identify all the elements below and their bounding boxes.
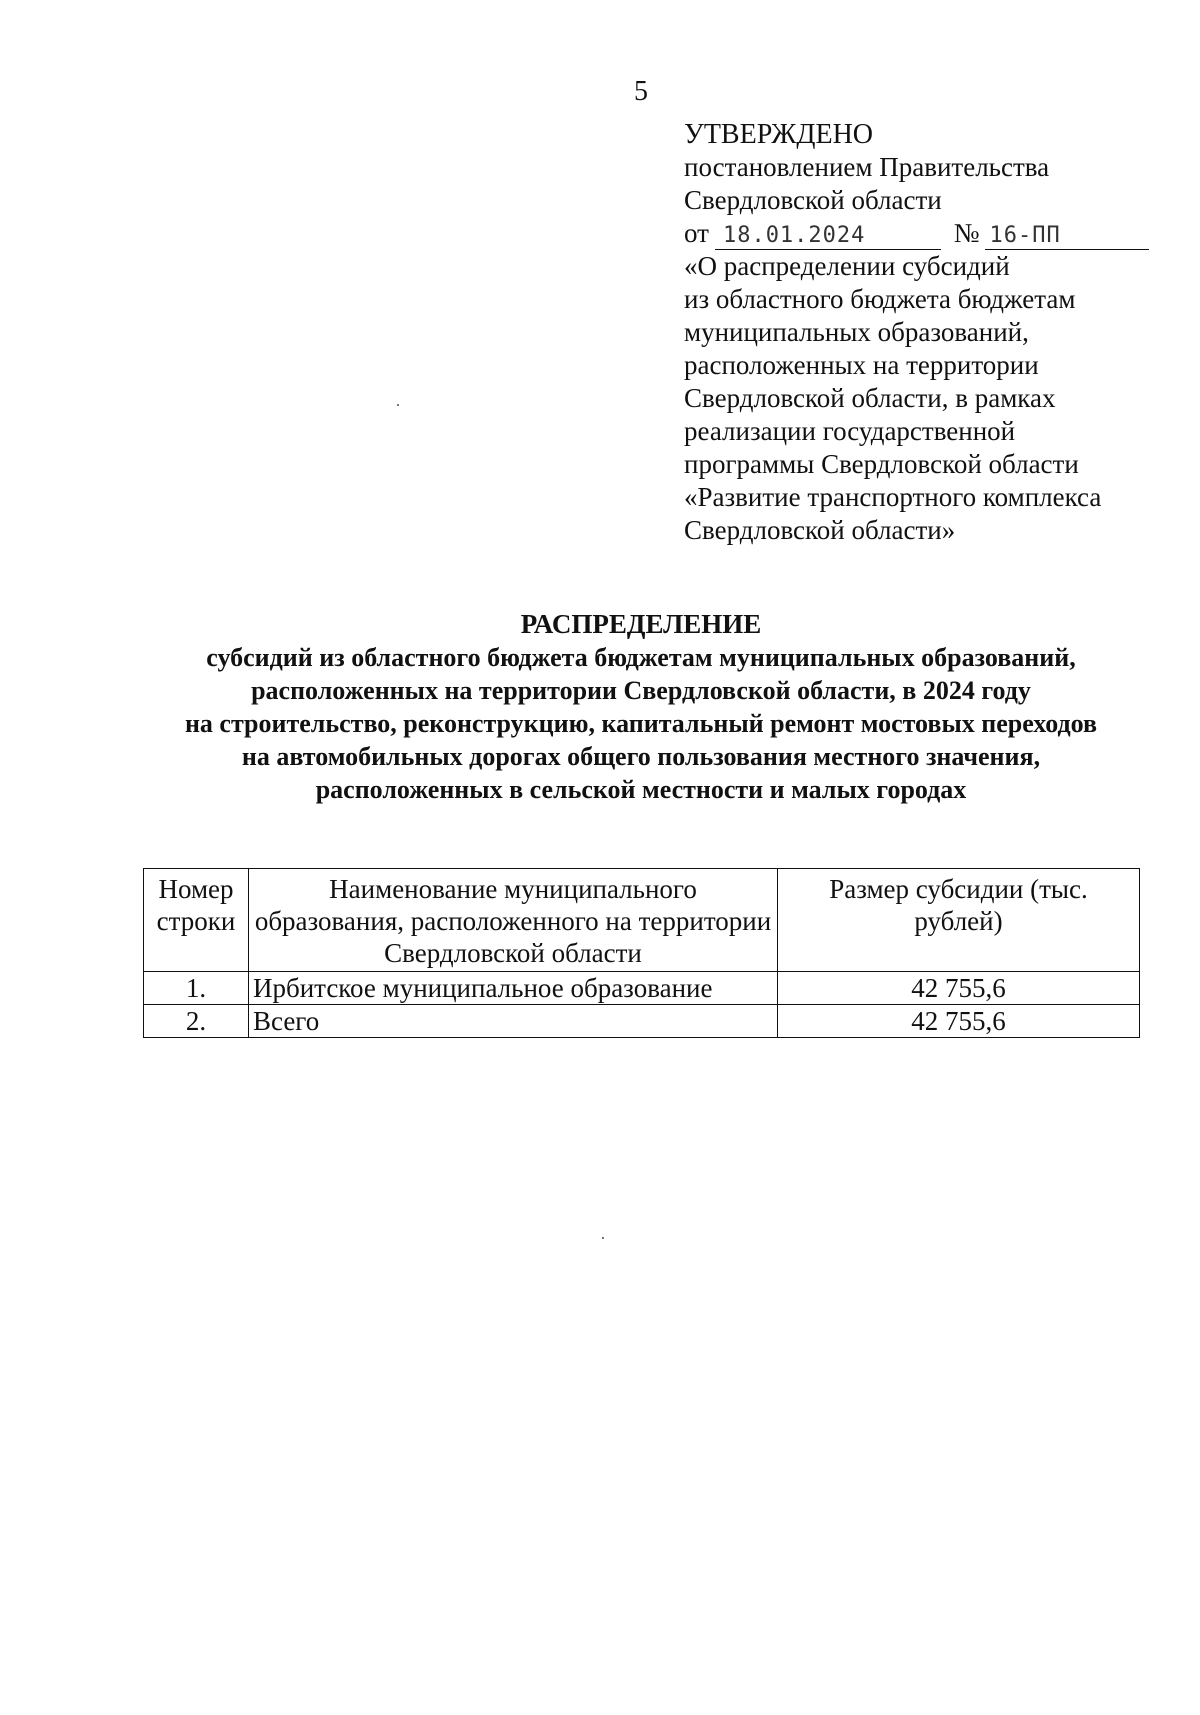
number-sign: № (953, 218, 980, 248)
table-header-row (144, 869, 1140, 972)
approval-line: «О распределении субсидий (684, 251, 1010, 281)
approval-line: «Развитие транспортного комплекса (684, 482, 1102, 512)
table-row (144, 1005, 1140, 1038)
total-label-cell: Всего (249, 1005, 778, 1038)
approval-line: постановлением Правительства (684, 152, 1050, 182)
document-subtitle-line: на строительство, реконструкцию, капитальный ремонт мостовых переходов (184, 709, 1098, 738)
document-subtitle-line: субсидий из областного бюджета бюджетам муниципальных образований, (206, 643, 1076, 672)
header-municipality: Наименование муниципального образования, расположенного на территории Свердловской области (249, 869, 778, 972)
total-amount-cell: 42 755,6 (778, 1005, 1140, 1038)
approval-line: расположенных на территории (684, 350, 1039, 380)
resolution-number: 16-ПП (985, 220, 1149, 250)
scan-speck (602, 1237, 604, 1239)
distribution-table (143, 868, 1140, 1038)
document-subtitle-line: на автомобильных дорогах общего пользования местного значения, (241, 742, 1041, 771)
document-heading (120, 608, 1162, 806)
approval-heading: УТВЕРЖДЕНО (684, 119, 874, 150)
approval-line: реализации государственной (684, 416, 1016, 446)
header-subsidy-amount: Размер субсидии (тыс. рублей) (778, 869, 1140, 972)
header-row-number: Номер строки (144, 869, 249, 972)
approval-date-line (684, 217, 1184, 250)
approval-line: из областного бюджета бюджетам (684, 284, 1076, 314)
approval-stamp (684, 118, 1184, 547)
amount-cell: 42 755,6 (778, 972, 1140, 1005)
scan-speck (397, 404, 399, 406)
page-number: 5 (634, 76, 648, 107)
resolution-date: 18.01.2024 (715, 220, 941, 250)
document-title: РАСПРЕДЕЛЕНИЕ (520, 609, 762, 639)
table-row (144, 972, 1140, 1005)
approval-line: муниципальных образований, (684, 317, 1029, 347)
document-subtitle-line: расположенных в сельской местности и малых городах (315, 775, 967, 804)
document-subtitle-line: расположенных на территории Свердловской области, в 2024 году (251, 676, 1031, 705)
approval-line: программы Свердловской области (684, 449, 1079, 479)
row-number-cell: 1. (144, 972, 249, 1005)
approval-line: Свердловской области (684, 185, 942, 215)
approval-line: Свердловской области» (684, 515, 956, 545)
date-prefix: от (684, 218, 709, 248)
municipality-cell: Ирбитское муниципальное образование (249, 972, 778, 1005)
approval-line: Свердловской области, в рамках (684, 383, 1056, 413)
row-number-cell: 2. (144, 1005, 249, 1038)
